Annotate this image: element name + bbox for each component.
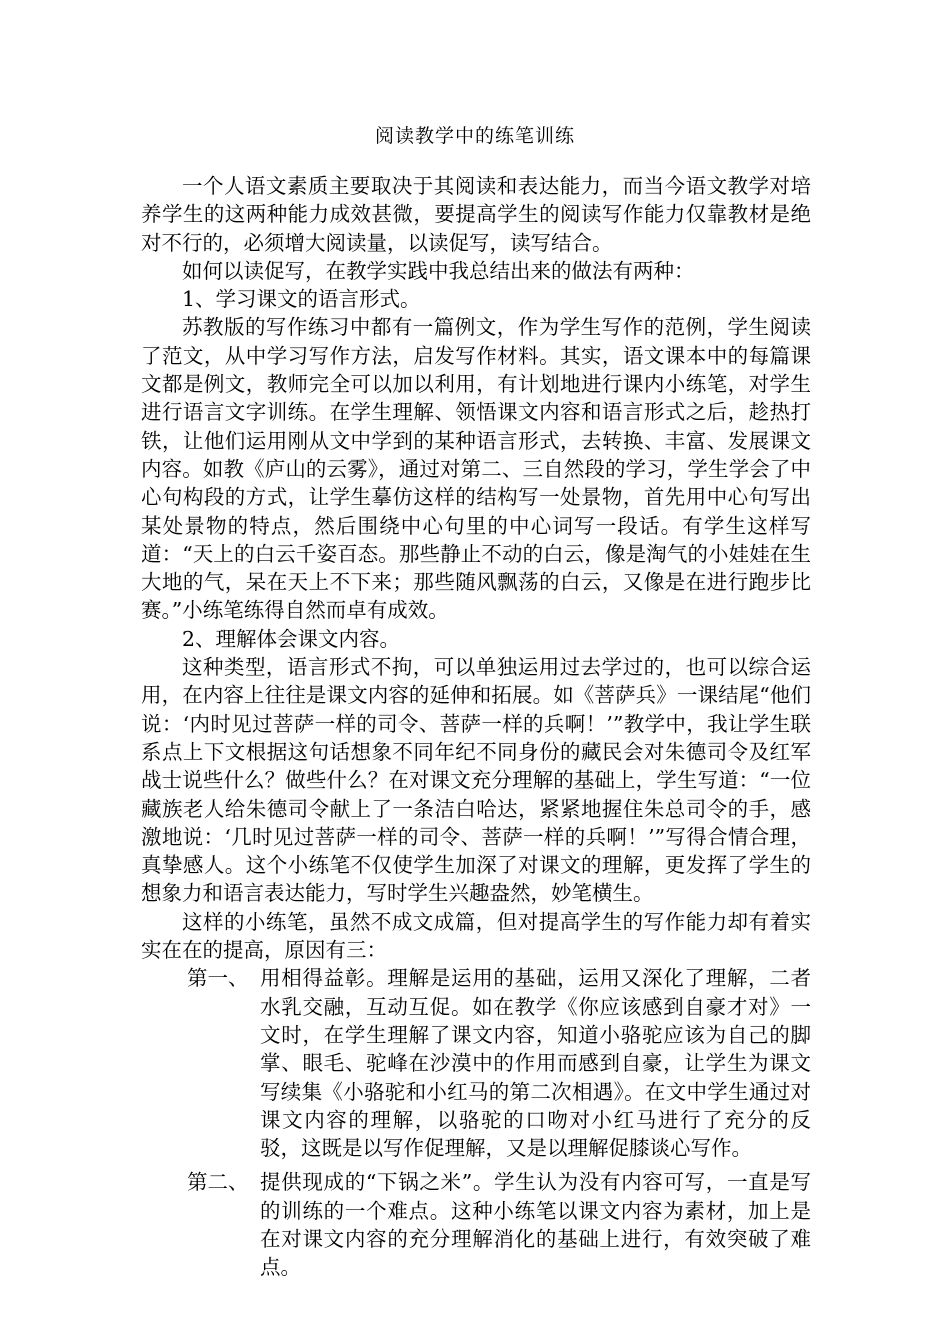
reason-text-1: 用相得益彰。理解是运用的基础，运用又深化了理解，二者水乳交融，互动互促。如在教学《你应该感到自豪才对》一文时，在学生理解了课文内容，知道小骆驼应该为自己的脚掌、眼毛、驼峰在沙漠中的作用而感到自豪，让学生为课文写续集《小骆驼和小红马的第二次相遇》。在文中学生通过对课文内容的理解，以骆驼的口吻对小红马进行了充分的反驳，这既是以写作促理解，又是以理解促膝谈心写作。 <box>260 966 811 1161</box>
document-title: 阅读教学中的练笔训练 <box>374 125 575 147</box>
heading-method-2: 2、理解体会课文内容。 <box>182 626 401 651</box>
reason-label-1: 第一、 <box>187 966 249 991</box>
document-body <box>141 172 811 1282</box>
paragraph-method-2: 这种类型，语言形式不拘，可以单独运用过去学过的，也可以综合运用，在内容上往往是课文内容的延伸和拓展。如《菩萨兵》一课结尾“他们说：‘内时见过菩萨一样的司令、菩萨一样的兵啊！’”教学中，我让学生联系点上下文根据这句话想象不同年纪不同身份的藏民会对朱德司令及红军战士说些什么？做些什么？在对课文充分理解的基础上，学生写道：“一位藏族老人给朱德司令献上了一条洁白哈达，紧紧地握住朱总司令的手，感激地说：‘几时见过菩萨一样的司令、菩萨一样的兵啊！’”写得合情合理，真挚感人。这个小练笔不仅使学生加深了对课文的理解，更发挥了学生的想象力和语言表达能力，写时学生兴趣盎然，妙笔横生。 <box>141 655 811 906</box>
paragraph-intro: 一个人语文素质主要取决于其阅读和表达能力，而当今语文教学对培养学生的这两种能力成效甚微，要提高学生的阅读写作能力仅靠教材是绝对不行的，必须增大阅读量，以读促写，读写结合。 <box>141 174 811 255</box>
reason-item-1 <box>141 964 811 1162</box>
reason-item-2 <box>141 1168 811 1281</box>
reason-text-2: 提供现成的“下锅之米”。学生认为没有内容可写，一直是写的训练的一个难点。这种小练笔以课文内容为素材，加上是在对课文内容的充分理解消化的基础上进行，有效突破了难点。 <box>260 1170 811 1280</box>
paragraph-reasons: 这样的小练笔，虽然不成文成篇，但对提高学生的写作能力却有着实实在在的提高，原因有三： <box>141 909 811 963</box>
reason-label-2: 第二、 <box>187 1170 249 1195</box>
paragraph-method-1: 苏教版的写作练习中都有一篇例文，作为学生写作的范例，学生阅读了范文，从中学习写作方法，启发写作材料。其实，语文课本中的每篇课文都是例文，教师完全可以加以利用，有计划地进行课内小练笔，对学生进行语言文字训练。在学生理解、领悟课文内容和语言形式之后，趁热打铁，让他们运用刚从文中学到的某种语言形式，去转换、丰富、发展课文内容。如教《庐山的云雾》，通过对第二、三自然段的学习，学生学会了中心句构段的方式，让学生摹仿这样的结构写一处景物，首先用中心句写出某处景物的特点，然后围绕中心句里的中心词写一段话。有学生这样写道：“天上的白云千姿百态。那些静止不动的白云，像是淘气的小娃娃在生大地的气，呆在天上不下来；那些随风飘荡的白云，又像是在进行跑步比赛。”小练笔练得自然而卓有成效。 <box>141 315 811 623</box>
heading-method-1: 1、学习课文的语言形式。 <box>182 287 421 312</box>
paragraph-methods: 如何以读促写，在教学实践中我总结出来的做法有两种： <box>182 258 695 283</box>
